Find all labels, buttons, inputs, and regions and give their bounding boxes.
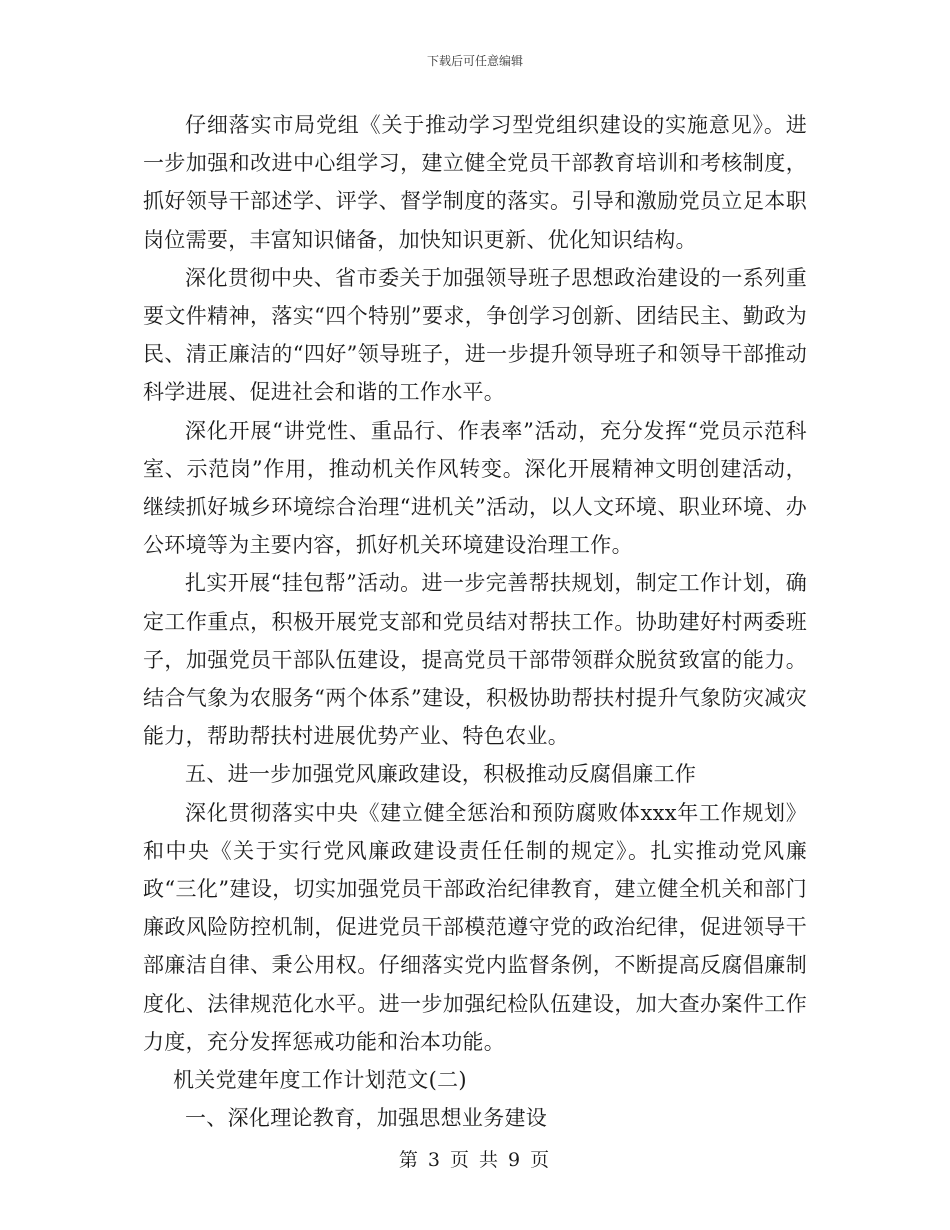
document-subtitle: 机关党建年度工作计划范文(二) xyxy=(173,1068,467,1093)
section-heading-theory-education: 一、深化理论教育，加强思想业务建设 xyxy=(185,1106,548,1131)
paragraph-study-organization: 仔细落实市局党组《关于推动学习型党组织建设的实施意见》。进一步加强和改进中心组学习，建立健全党员干部教育培训和考核制度，抓好领导干部述学、评学、督学制度的落实。引导和激励党员立足本职岗位需要，丰富知识储备，加快知识更新、优化知识结构。 xyxy=(143,113,807,252)
document-body xyxy=(143,106,807,1137)
paragraph-leadership-building: 深化贯彻中央、省市委关于加强领导班子思想政治建设的一系列重要文件精神，落实“四个特别”要求，争创学习创新、团结民主、勤政为民、清正廉洁的“四好”领导班子，进一步提升领导班子和领导干部推动科学进展、促进社会和谐的工作水平。 xyxy=(143,265,807,405)
page-number-footer: 第 3 页 共 9 页 xyxy=(398,1149,552,1171)
section-heading-anticorruption: 五、进一步加强党风廉政建设，积极推动反腐倡廉工作 xyxy=(185,762,697,787)
paragraph-party-activities: 深化开展“讲党性、重品行、作表率”活动，充分发挥“党员示范科室、示范岗”作用，推动机关作风转变。深化开展精神文明创建活动，继续抓好城乡环境综合治理“进机关”活动，以人文环境、职业环境、办公环境等为主要内容，抓好机关环境建设治理工作。 xyxy=(143,418,807,558)
page-header-note: 下载后可任意编辑 xyxy=(426,54,523,68)
paragraph-support-work: 扎实开展“挂包帮”活动。进一步完善帮扶规划，制定工作计划，确定工作重点，积极开展党支部和党员结对帮扶工作。协助建好村两委班子，加强党员干部队伍建设，提高党员干部带领群众脱贫致富的能力。结合气象为农服务“两个体系”建设，积极协助帮扶村提升气象防灾减灾能力，帮助帮扶村进展优势产业、特色农业。 xyxy=(143,571,807,749)
paragraph-anticorruption: 深化贯彻落实中央《建立健全惩治和预防腐败体xxx年工作规划》和中央《关于实行党风廉政建设责任任制的规定》。扎实推动党风廉政“三化”建设，切实加强党员干部政治纪律教育，建立健全机关和部门廉政风险防控机制，促进党员干部模范遵守党的政治纪律，促进领导干部廉洁自律、秉公用权。仔细落实党内监督条例，不断提高反腐倡廉制度化、法律规范化水平。进一步加强纪检队伍建设，加大查办案件工作力度，充分发挥惩戒功能和治本功能。 xyxy=(143,800,807,1054)
